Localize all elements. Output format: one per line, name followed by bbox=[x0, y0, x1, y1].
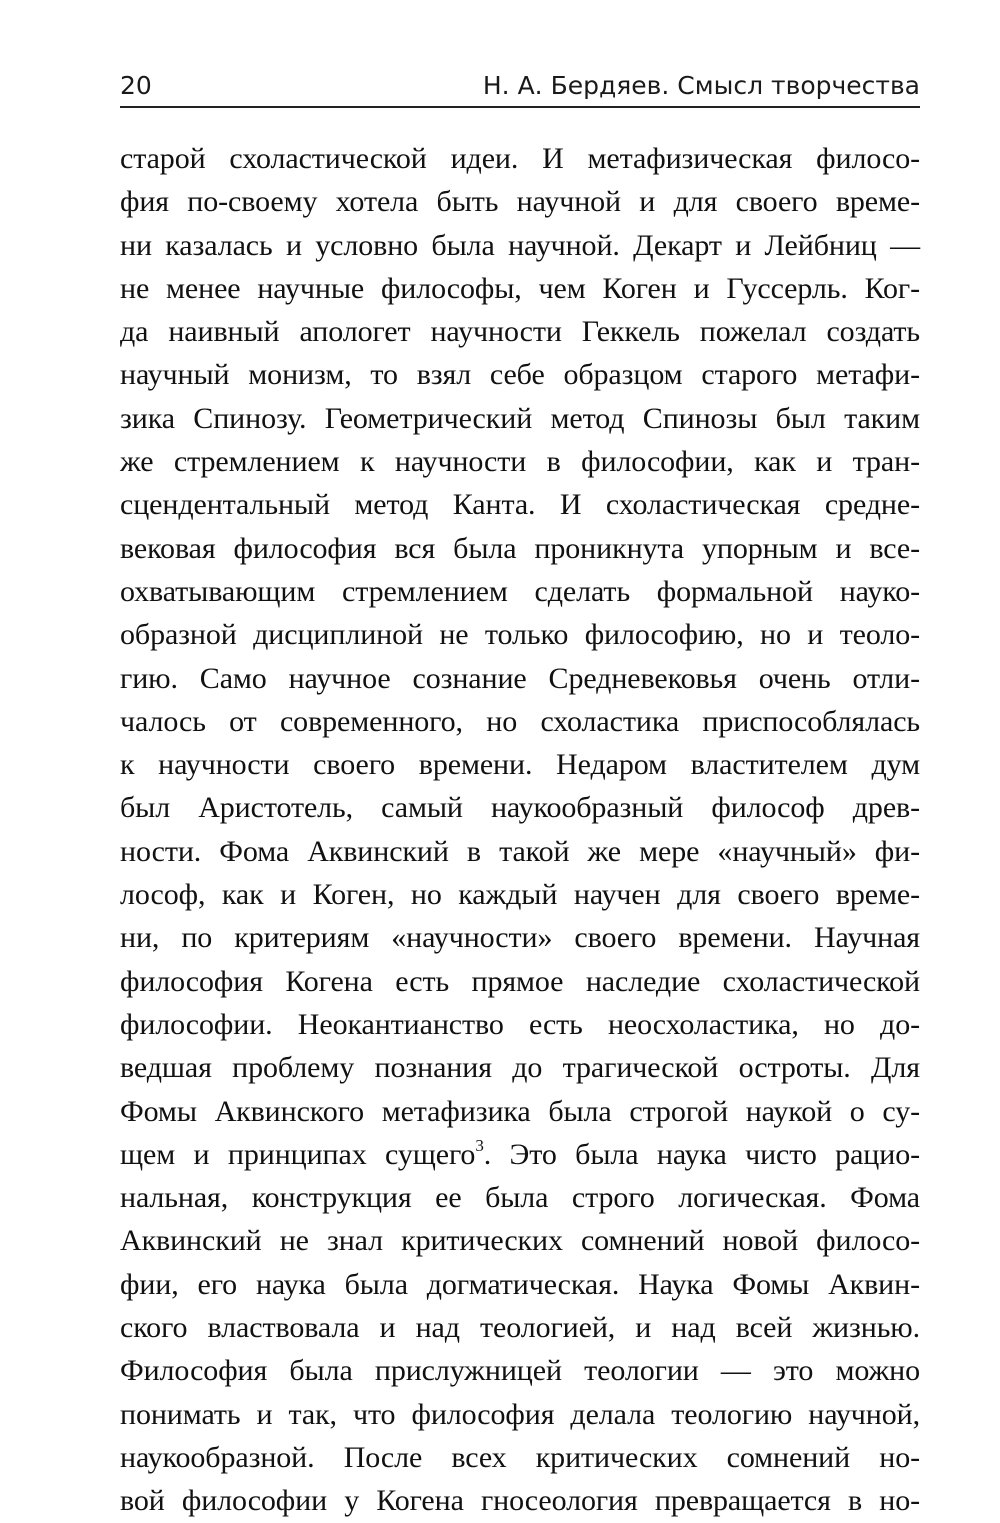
page-number: 20 bbox=[120, 71, 152, 100]
page-header bbox=[120, 64, 920, 108]
text-line: зика Спинозу. Геометрический метод Спинозы был таким bbox=[120, 401, 920, 435]
text-line: фии, его наука была догматическая. Наука Фомы Аквин- bbox=[120, 1267, 920, 1301]
text-line: нальная, конструкция ее была строго логическая. Фома bbox=[120, 1181, 920, 1215]
text-segment: . Это была наука чисто рацио- bbox=[483, 1137, 920, 1171]
text-line: гию. Само научное сознание Средневековья очень отли- bbox=[120, 661, 920, 695]
text-line: ведшая проблему познания до трагической остроты. Для bbox=[120, 1051, 920, 1085]
text-line: образной дисциплиной не только философию, но и теоло- bbox=[120, 618, 920, 652]
text-line: Фомы Аквинского метафизика была строгой наукой о су- bbox=[120, 1094, 920, 1128]
text-line: сцендентальный метод Канта. И схоластическая средне- bbox=[120, 488, 920, 522]
text-segment: щем и принципах сущего bbox=[120, 1137, 476, 1171]
text-line: старой схоластической идеи. И метафизическая филосо- bbox=[120, 142, 920, 175]
text-line: ни, по критериям «научности» своего времени. Научная bbox=[120, 921, 920, 955]
text-line: ского властвовала и над теологией, и над всей жизнью. bbox=[120, 1311, 920, 1345]
running-title: Н. А. Бердяев. Смысл творчества bbox=[482, 71, 920, 100]
text-line: к научности своего времени. Недаром властителем дум bbox=[120, 748, 920, 782]
text-line: ни казалась и условно была научной. Декарт и Лейбниц — bbox=[120, 228, 920, 262]
footnote-marker[interactable]: 3 bbox=[475, 1135, 484, 1155]
text-line-with-footnote bbox=[120, 1133, 920, 1176]
text-line: философия Когена есть прямое наследие схоластической bbox=[120, 964, 920, 998]
text-line: фия по-своему хотела быть научной и для своего време- bbox=[120, 185, 920, 219]
text-line: чалось от современного, но схоластика приспособлялась bbox=[120, 704, 920, 738]
text-line: философии. Неокантианство есть неосхоластика, но до- bbox=[120, 1007, 920, 1041]
text-line: охватывающим стремлением сделать формальной науко- bbox=[120, 574, 920, 608]
text-line: научный монизм, то взял себе образцом старого метафи- bbox=[120, 358, 920, 392]
text-line: Аквинский не знал критических сомнений новой филосо- bbox=[120, 1224, 920, 1258]
text-line: ности. Фома Аквинский в такой же мере «научный» фи- bbox=[120, 834, 920, 868]
text-line: да наивный апологет научности Геккель пожелал создать bbox=[120, 315, 920, 349]
text-line: понимать и так, что философия делала теологию научной, bbox=[120, 1397, 920, 1431]
text-line: был Аристотель, самый наукообразный философ древ- bbox=[120, 791, 920, 825]
text-line: лософ, как и Коген, но каждый научен для своего време- bbox=[120, 878, 920, 912]
body-text bbox=[120, 137, 920, 1523]
text-line: же стремлением к научности в философии, как и тран- bbox=[120, 445, 920, 479]
text-line: вой философии у Когена гносеология превращается в но- bbox=[120, 1484, 920, 1518]
text-line: Философия была прислужницей теологии — это можно bbox=[120, 1354, 920, 1388]
text-line: наукообразной. После всех критических сомнений но- bbox=[120, 1440, 920, 1474]
header-rule bbox=[120, 106, 920, 108]
text-line: не менее научные философы, чем Коген и Гуссерль. Ког- bbox=[120, 271, 920, 305]
text-line: вековая философия вся была проникнута упорным и все- bbox=[120, 531, 920, 565]
